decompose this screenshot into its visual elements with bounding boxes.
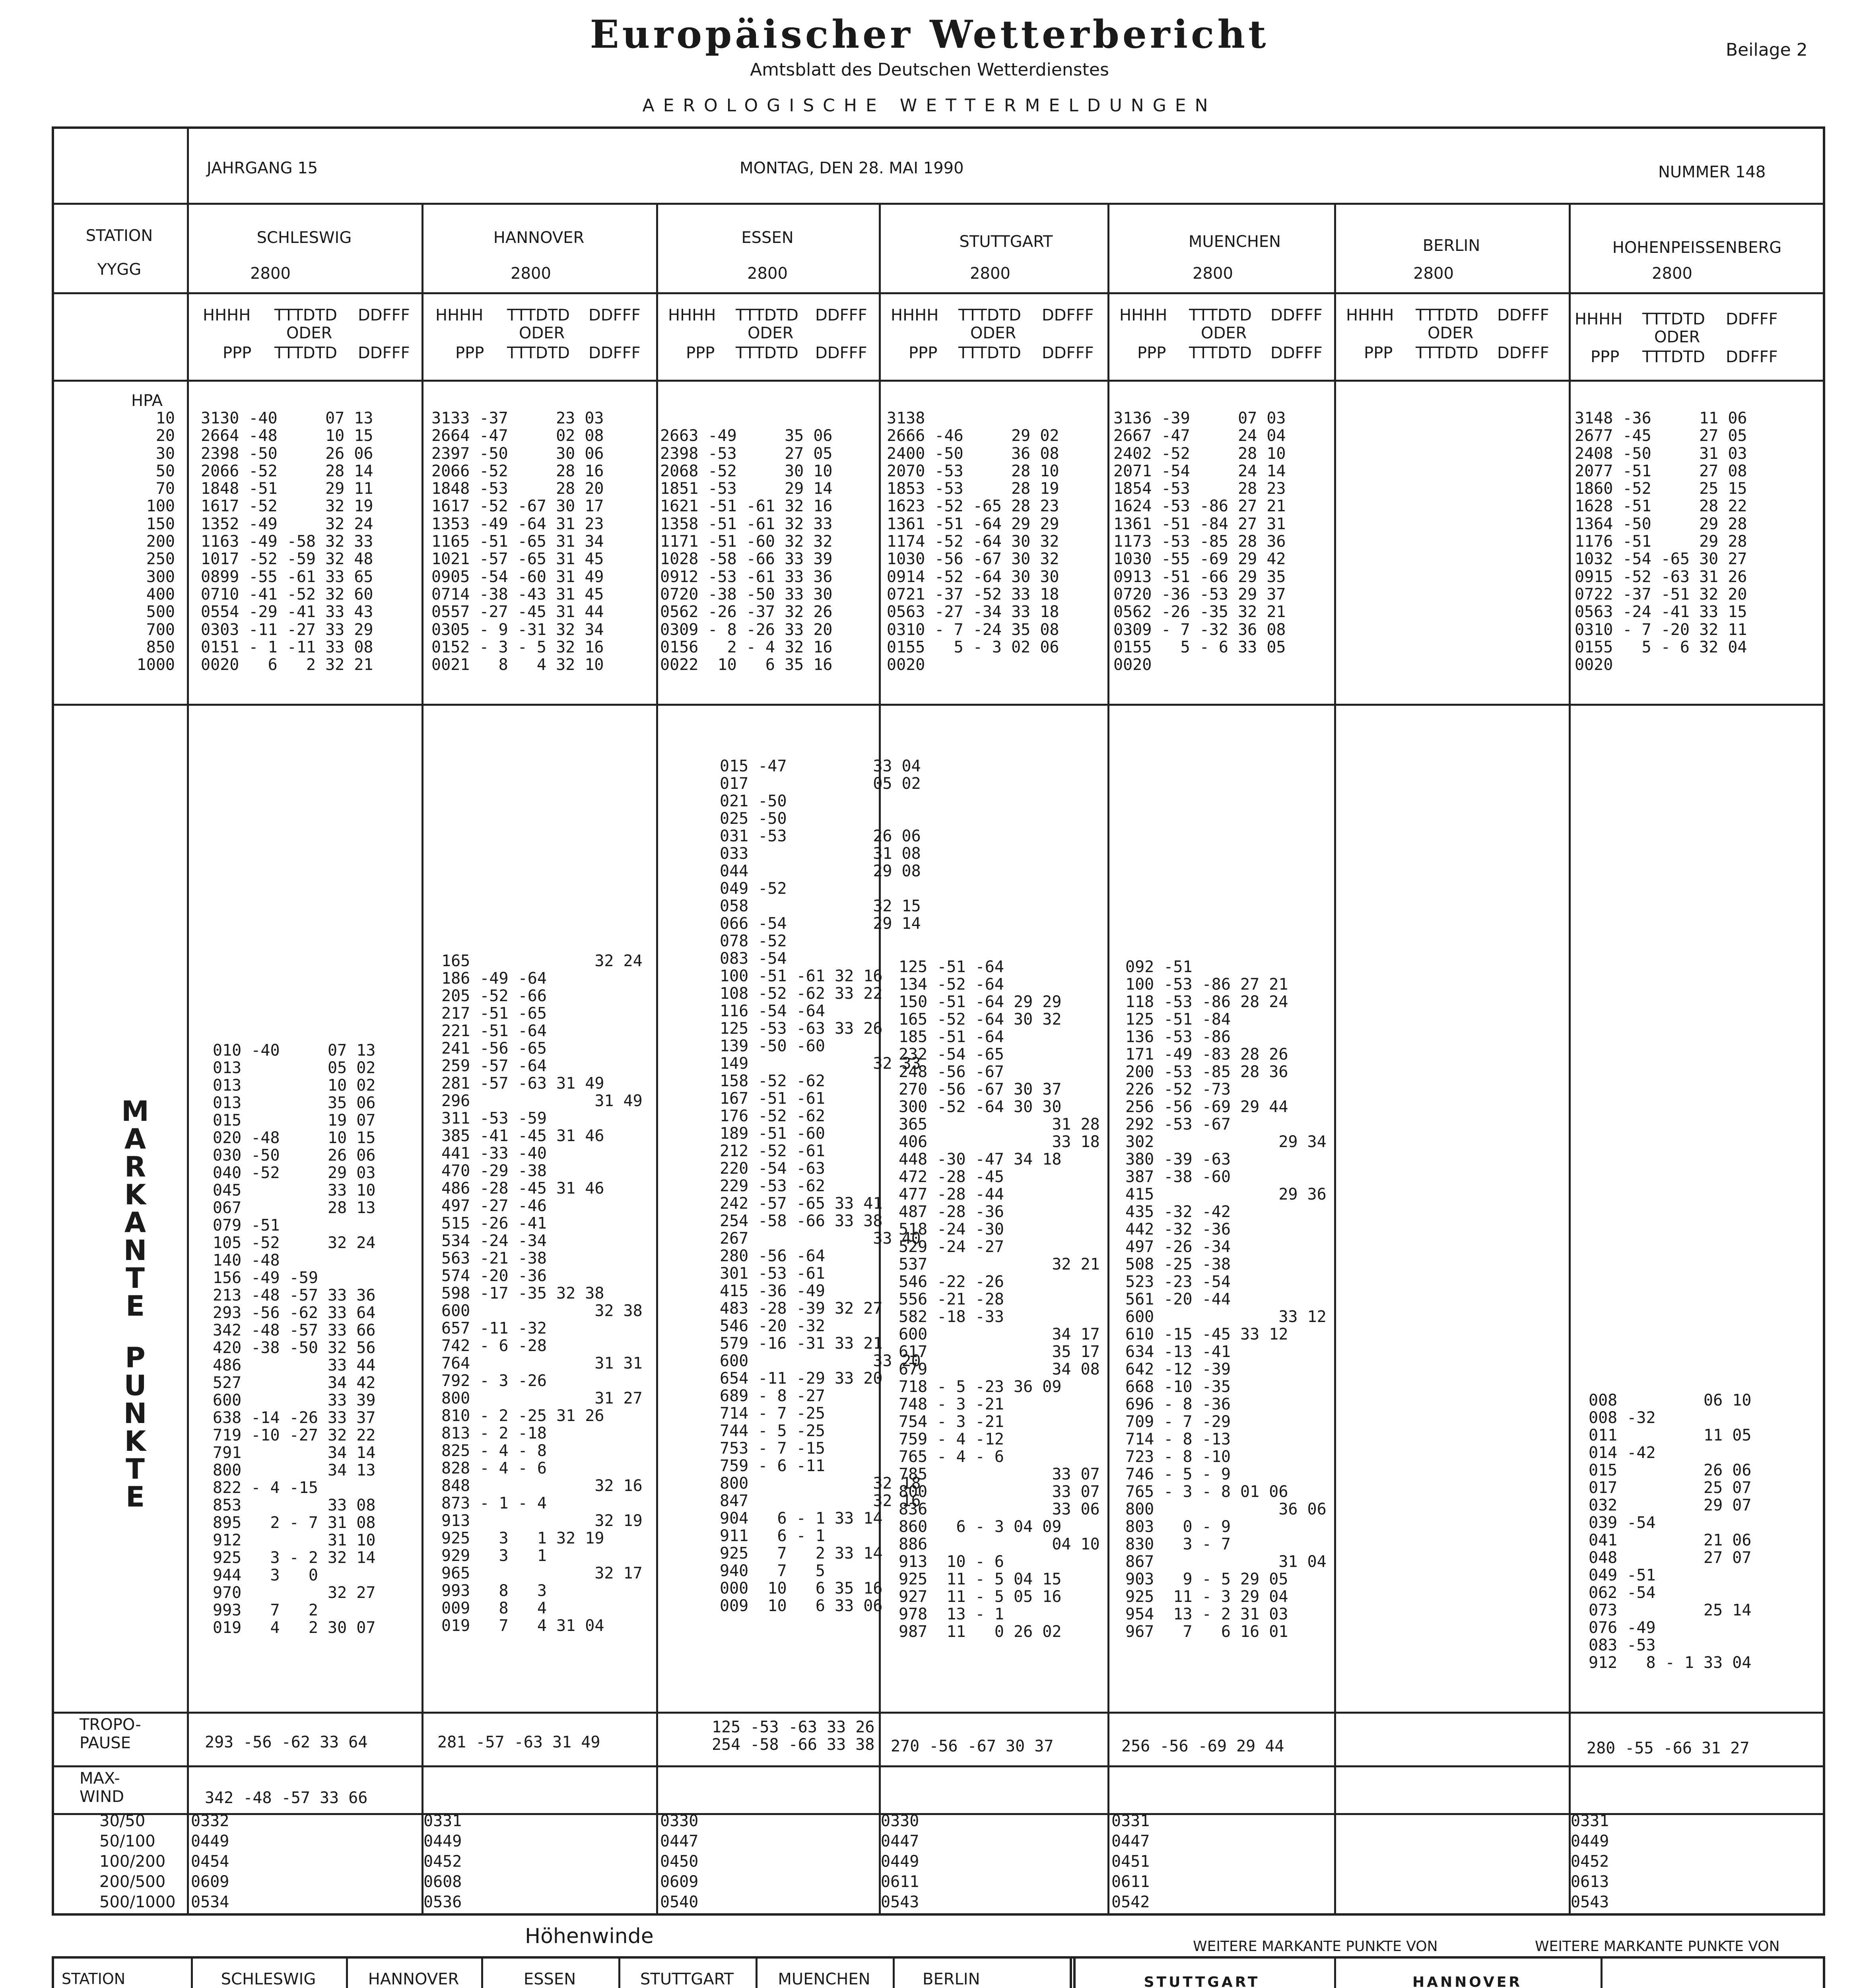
station-name: HOHENPEISSENBERG: [1612, 239, 1782, 257]
layer-labels: 30/50 50/100 100/200 200/500 500/1000: [99, 1812, 176, 1911]
tropopause-value: 281 -57 -63 31 49: [437, 1733, 600, 1751]
significant-points: 165 32 24 186 -49 -64 205 -52 -66 217 -51 -65 221 -51 -64 241 -56 -65 259 -57 -64 281 -57 -63 31 49 296 31 49 311 -53 -59 385 -41 -45 31 46 441 -33 -40 470 -29 -38 486 -28 -45 31 46 497 -27 -46 515 -26 -41 534 -24 -34 563 -21 -38 574 -20 -36 598 -17 -35 32 38 600 32 38 657 -11 -32 742 - 6 -28 764 31 31 792 - 3 -26 800 31 27 810 - 2 -25 31 26 813 - 2 -18 825 - 4 - 8 828 - 4 - 6 848 32 16 873 - 1 - 4 913 32 19 925 3 1 32 19 929 3 1 965 32 17 993 8 3 009 8 4 019 7 4 31 04: [441, 952, 643, 1635]
hw-station-label: STATION: [62, 1970, 126, 1988]
station-yygg: 2800: [1652, 264, 1692, 283]
jahrgang: JAHRGANG 15: [207, 159, 318, 177]
page-subtitle: Amtsblatt des Deutschen Wetterdienstes: [750, 60, 1109, 80]
section-title: AEROLOGISCHE WETTERMELDUNGEN: [642, 95, 1217, 116]
divider: [656, 203, 658, 1916]
layer-values: 0332 0449 0454 0609 0534: [191, 1812, 229, 1911]
divider: [52, 1712, 1825, 1714]
standard-levels: 3148 -36 11 06 2677 -45 27 05 2408 -50 31 03 2077 -51 27 08 1860 -52 25 15 1628 -51 28 22 1364 -50 29 28 1176 -51 29 28 1032 -54 -65 30 27 0915 -52 -63 31 26 0722 -37 -51 32 20 0563 -24 -41 33 15 0310 - 7 -20 32 11 0155 5 - 6 32 04 0020: [1575, 409, 1747, 674]
layer-values: 0331 0449 0452 0613 0543: [1571, 1812, 1609, 1911]
station-name: STUTTGART: [959, 233, 1053, 251]
layer-values: 0331 0449 0452 0608 0536: [423, 1812, 462, 1911]
beilage-label: Beilage 2: [1726, 40, 1808, 60]
standard-levels: 3133 -37 23 03 2664 -47 02 08 2397 -50 30 06 2066 -52 28 16 1848 -53 28 20 1617 -52 -67 30 17 1353 -49 -64 31 23 1165 -51 -65 31 34 1021 -57 -65 31 45 0905 -54 -60 31 49 0714 -38 -43 31 45 0557 -27 -45 31 44 0305 - 9 -31 32 34 0152 - 3 - 5 32 16 0021 8 4 32 10: [431, 409, 604, 674]
pressure-level-list: 10 20 30 50 70 100 150 200 250 300 400 500 700 850 1000: [136, 409, 175, 674]
layer-values: 0330 0447 0449 0611 0543: [881, 1812, 919, 1911]
station-name: SCHLESWIG: [256, 229, 352, 247]
divider: [1601, 1956, 1603, 1988]
hpa-label: HPA: [131, 392, 163, 410]
yygg-label: YYGG: [97, 260, 142, 279]
tropopause-label: TROPO- PAUSE: [80, 1716, 141, 1752]
standard-levels: 3136 -39 07 03 2667 -47 24 04 2402 -52 28 10 2071 -54 24 14 1854 -53 28 23 1624 -53 -86 27 21 1361 -51 -84 27 31 1173 -53 -85 28 36 1030 -55 -69 29 42 0913 -51 -66 29 35 0720 -36 -53 29 37 0562 -26 -35 32 21 0309 - 7 -32 36 08 0155 5 - 6 33 05 0020: [1113, 409, 1286, 674]
station-yygg: 2800: [1193, 264, 1233, 283]
station-yygg: 2800: [250, 264, 291, 283]
tropopause-value: 280 -55 -66 31 27: [1587, 1739, 1750, 1757]
issue-date: MONTAG, DEN 28. MAI 1990: [740, 159, 964, 177]
station-label: STATION: [85, 227, 153, 245]
weitere-station: HANNOVER: [1412, 1974, 1523, 1988]
station-yygg: 2800: [511, 264, 551, 283]
tropopause-value: 256 -56 -69 29 44: [1121, 1737, 1284, 1755]
station-name: BERLIN: [1422, 237, 1480, 255]
standard-levels: 3130 -40 07 13 2664 -48 10 15 2398 -50 26 06 2066 -52 28 14 1848 -51 29 11 1617 -52 32 19 1352 -49 32 24 1163 -49 -58 32 33 1017 -52 -59 32 48 0899 -55 -61 33 65 0710 -41 -52 32 60 0554 -29 -41 33 43 0303 -11 -27 33 29 0151 - 1 -11 33 08 0020 6 2 32 21: [201, 409, 373, 674]
significant-points: 125 -51 -64 134 -52 -64 150 -51 -64 29 29 165 -52 -64 30 32 185 -51 -64 232 -54 -65 248 -56 -67 270 -56 -67 30 37 300 -52 -64 30 30 365 31 28 406 33 18 448 -30 -47 34 18 472 -28 -45 477 -28 -44 487 -28 -36 518 -24 -30 529 -24 -27 537 32 21 546 -22 -26 556 -21 -28 582 -18 -33 600 34 17 617 35 17 679 34 08 718 - 5 -23 36 09 748 - 3 -21 754 - 3 -21 759 - 4 -12 765 - 4 - 6 785 33 07 800 33 07 836 33 06 860 6 - 3 04 09 886 04 10 913 10 - 6 925 11 - 5 04 15 927 11 - 5 05 16 978 13 - 1 987 11 0 26 02: [899, 958, 1100, 1641]
station-name: ESSEN: [741, 229, 794, 247]
punkte-label: P U N K T E: [123, 1342, 147, 1513]
divider: [1334, 203, 1336, 1916]
significant-points: 092 -51 100 -53 -86 27 21 118 -53 -86 28 24 125 -51 -84 136 -53 -86 171 -49 -83 28 26 200 -53 -85 28 36 226 -52 -73 256 -56 -69 29 44 292 -53 -67 302 29 34 380 -39 -63 387 -38 -60 415 29 36 435 -32 -42 442 -32 -36 497 -26 -34 508 -25 -38 523 -23 -54 561 -20 -44 600 33 12 610 -15 -45 33 12 634 -13 -41 642 -12 -39 668 -10 -35 696 - 8 -36 709 - 7 -29 714 - 8 -13 723 - 8 -10 746 - 5 - 9 765 - 3 - 8 01 06 800 36 06 803 0 - 9 830 3 - 7 867 31 04 903 9 - 5 29 05 925 11 - 3 29 04 954 13 - 2 31 03 967 7 6 16 01: [1125, 958, 1327, 1641]
station-yygg: 2800: [970, 264, 1010, 283]
divider: [52, 380, 1825, 382]
significant-points: 008 06 10 008 -32 011 11 05 014 -42 015 26 06 017 25 07 032 29 07 039 -54 041 21 06 048 27 07 049 -51 062 -54 073 25 14 076 -49 083 -53 912 8 - 1 33 04: [1589, 1391, 1752, 1672]
divider: [1107, 203, 1109, 1916]
maxwind-label: MAX- WIND: [80, 1769, 124, 1806]
weitere-station: STUTTGART: [1144, 1974, 1260, 1988]
significant-points: 015 -47 33 04 017 05 02 021 -50 025 -50 031 -53 26 06 033 31 08 044 29 08 049 -52 058 32 15 066 -54 29 14 078 -52 083 -54 100 -51 -61 32 16 108 -52 -62 33 22 116 -54 -64 125 -53 -63 33 26 139 -50 -60 149 32 33 158 -52 -62 167 -51 -61 176 -52 -62 189 -51 -60 212 -52 -61 220 -54 -63 229 -53 -62 242 -57 -65 33 41 254 -58 -66 33 38 267 33 40 280 -56 -64 301 -53 -61 415 -36 -49 483 -28 -39 32 27 546 -20 -32 579 -16 -31 33 21 600 33 20 654 -11 -29 33 20 689 - 8 -27 714 - 7 -25 744 - 5 -25 753 - 7 -15 759 - 6 -11 800 32 18 847 32 16 904 6 - 1 33 14 911 6 - 1 925 7 2 33 14 940 7 5 000 10 6 35 16 009 10 6 33 06: [720, 757, 921, 1615]
standard-levels: 3138 2666 -46 29 02 2400 -50 36 08 2070 -53 28 10 1853 -53 28 19 1623 -52 -65 28 23 1361 -51 -64 29 29 1174 -52 -64 30 32 1030 -56 -67 30 32 0914 -52 -64 30 30 0721 -37 -52 33 18 0563 -27 -34 33 18 0310 - 7 -24 35 08 0155 5 - 3 02 06 0020: [887, 409, 1059, 674]
station-name: MUENCHEN: [1188, 233, 1281, 251]
weitere-label: WEITERE MARKANTE PUNKTE VON: [1535, 1938, 1780, 1955]
tropopause-value: 125 -53 -63 33 26 254 -58 -66 33 38: [712, 1718, 875, 1754]
divider: [52, 292, 1825, 294]
divider: [52, 1813, 1825, 1815]
divider: [1569, 203, 1571, 1916]
layer-values: 0331 0447 0451 0611 0542: [1111, 1812, 1150, 1911]
significant-points: 010 -40 07 13 013 05 02 013 10 02 013 35 06 015 19 07 020 -48 10 15 030 -50 26 06 040 -52 29 03 045 33 10 067 28 13 079 -51 105 -52 32 24 140 -48 156 -49 -59 213 -48 -57 33 36 293 -56 -62 33 64 342 -48 -57 33 66 420 -38 -50 32 56 486 33 44 527 34 42 600 33 39 638 -14 -26 33 37 719 -10 -27 32 22 791 34 14 800 34 13 822 - 4 -15 853 33 08 895 2 - 7 31 08 912 31 10 925 3 - 2 32 14 944 3 0 970 32 27 993 7 2 019 4 2 30 07: [213, 1041, 376, 1637]
standard-levels: 2663 -49 35 06 2398 -53 27 05 2068 -52 30 10 1851 -53 29 14 1621 -51 -61 32 16 1358 -51 -61 32 33 1171 -51 -60 32 32 1028 -58 -66 33 39 0912 -53 -61 33 36 0720 -38 -50 33 30 0562 -26 -37 32 26 0309 - 8 -26 33 20 0156 2 - 4 32 16 0022 10 6 35 16: [660, 427, 833, 674]
divider: [52, 704, 1825, 706]
issue-number: NUMMER 148: [1658, 163, 1766, 181]
weitere-label: WEITERE MARKANTE PUNKTE VON: [1193, 1938, 1438, 1955]
markante-label: M A R K A N T E: [121, 1095, 149, 1322]
divider: [52, 203, 1825, 205]
hoehenwinde-title: Höhenwinde: [525, 1924, 654, 1948]
station-yygg: 2800: [1413, 264, 1454, 283]
divider: [187, 126, 189, 1916]
divider: [422, 203, 423, 1916]
layer-values: 0330 0447 0450 0609 0540: [660, 1812, 699, 1911]
station-name: HANNOVER: [493, 229, 585, 247]
tropopause-value: 270 -56 -67 30 37: [891, 1737, 1054, 1755]
station-yygg: 2800: [747, 264, 788, 283]
divider: [893, 1956, 895, 1988]
page-title: Europäischer Wetterbericht: [590, 12, 1269, 57]
tropopause-value: 293 -56 -62 33 64: [205, 1733, 368, 1751]
maxwind-value: 342 -48 -57 33 66: [205, 1789, 368, 1807]
divider: [52, 1765, 1825, 1767]
